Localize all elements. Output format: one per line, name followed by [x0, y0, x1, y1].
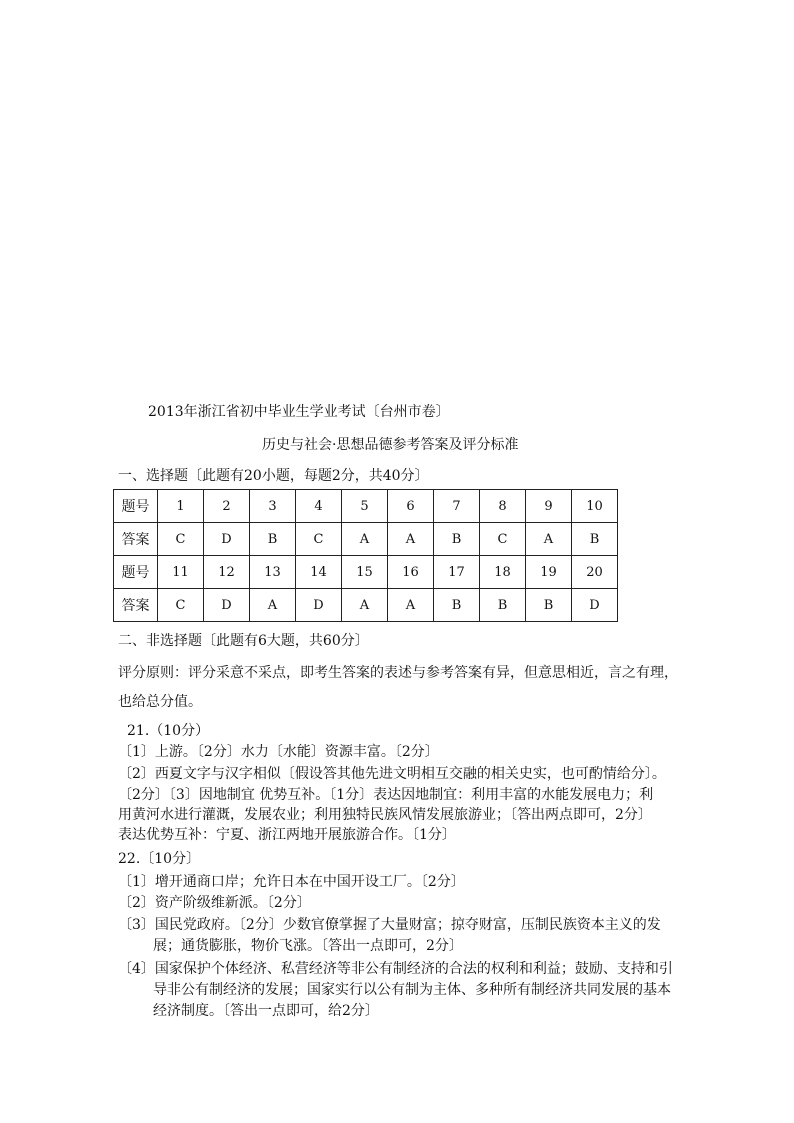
row-label-number: 题号	[114, 556, 158, 589]
question-number: 14	[296, 556, 342, 589]
q22-answer-4: 〔4〕国家保护个体经济、私营经济等非公有制经济的合法的权利和利益；鼓励、支持和引	[118, 961, 673, 977]
answer-cell: C	[158, 589, 204, 622]
answer-cell: B	[572, 523, 618, 556]
q21-answer-line: 表达优势互补：宁夏、浙江两地开展旅游合作。〔1分〕	[118, 827, 456, 843]
question-21-title: 21.（10分）	[127, 723, 210, 739]
answer-cell: B	[250, 523, 296, 556]
question-number: 5	[342, 490, 388, 523]
section1-heading: 一、选择题〔此题有20小题，每题2分，共40分〕	[118, 468, 429, 484]
question-number: 1	[158, 490, 204, 523]
question-number: 10	[572, 490, 618, 523]
question-number: 6	[388, 490, 434, 523]
question-number: 20	[572, 556, 618, 589]
answer-table	[113, 489, 618, 622]
scoring-rule-line: 也给总分值。	[118, 694, 202, 710]
q22-answer-2: 〔2〕资产阶级维新派。〔2分〕	[118, 895, 311, 911]
question-number: 2	[204, 490, 250, 523]
q22-answer-3: 〔3〕国民党政府。〔2分〕少数官僚掌握了大量财富；掠夺财富，压制民族资本主义的发	[118, 917, 661, 933]
question-number: 8	[480, 490, 526, 523]
answer-cell: D	[572, 589, 618, 622]
exam-title: 2013年浙江省初中毕业生学业考试〔台州市卷〕	[148, 404, 450, 420]
answer-cell: C	[158, 523, 204, 556]
table-row	[114, 523, 618, 556]
q22-answer-4-cont: 经济制度。〔答出一点即可，给2分〕	[153, 1003, 379, 1019]
answer-cell: B	[480, 589, 526, 622]
answer-cell: D	[204, 589, 250, 622]
section2-heading: 二、非选择题〔此题有6大题，共60分〕	[118, 633, 369, 649]
question-number: 13	[250, 556, 296, 589]
answer-cell: D	[296, 589, 342, 622]
row-label-answer: 答案	[114, 523, 158, 556]
q21-answer-line: 〔2分〕〔3〕因地制宜 优势互补。〔1分〕表达因地制宜：利用丰富的水能发展电力；利	[118, 787, 654, 803]
table-row	[114, 490, 618, 523]
question-number: 3	[250, 490, 296, 523]
answer-cell: A	[388, 523, 434, 556]
answer-cell: A	[342, 589, 388, 622]
question-number: 17	[434, 556, 480, 589]
question-number: 16	[388, 556, 434, 589]
answer-cell: D	[204, 523, 250, 556]
question-number: 11	[158, 556, 204, 589]
answer-cell: A	[342, 523, 388, 556]
answer-cell: C	[480, 523, 526, 556]
question-number: 12	[204, 556, 250, 589]
answer-cell: A	[388, 589, 434, 622]
answer-cell: A	[526, 523, 572, 556]
q22-answer-3-cont: 展；通货膨胀，物价飞涨。〔答出一点即可，2分〕	[153, 938, 463, 954]
question-number: 4	[296, 490, 342, 523]
q21-answer-line: 〔1〕上游。〔2分〕水力〔水能〕资源丰富。〔2分〕	[118, 744, 439, 760]
q21-answer-line: 用黄河水进行灌溉，发展农业；利用独特民族风情发展旅游业；〔答出两点即可，2分〕	[118, 807, 652, 823]
question-number: 15	[342, 556, 388, 589]
answer-cell: B	[526, 589, 572, 622]
subject-title: 历史与社会·思想品德参考答案及评分标准	[262, 437, 519, 453]
scoring-rule-line: 评分原则：评分采意不采点，即考生答案的表述与参考答案有异，但意思相近，言之有理，	[118, 665, 678, 681]
row-label-number: 题号	[114, 490, 158, 523]
row-label-answer: 答案	[114, 589, 158, 622]
answer-cell: A	[250, 589, 296, 622]
question-number: 18	[480, 556, 526, 589]
answer-cell: B	[434, 523, 480, 556]
q22-answer-1: 〔1〕增开通商口岸；允许日本在中国开设工厂。〔2分〕	[118, 874, 465, 890]
question-number: 19	[526, 556, 572, 589]
table-row	[114, 556, 618, 589]
question-22-title: 22.〔10分〕	[118, 851, 201, 867]
question-number: 9	[526, 490, 572, 523]
answer-cell: C	[296, 523, 342, 556]
q21-answer-line: 〔2〕西夏文字与汉字相似〔假设答其他先进文明相互交融的相关史实，也可酌情给分〕。	[118, 766, 666, 782]
table-row	[114, 589, 618, 622]
question-number: 7	[434, 490, 480, 523]
answer-cell: B	[434, 589, 480, 622]
q22-answer-4-cont: 导非公有制经济的发展；国家实行以公有制为主体、多种所有制经济共同发展的基本	[153, 982, 671, 998]
